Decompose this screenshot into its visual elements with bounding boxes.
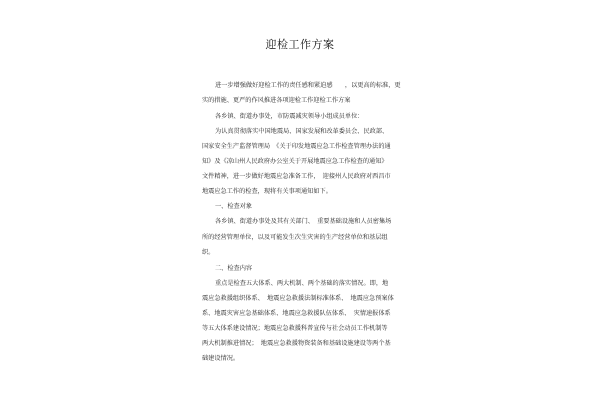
body-line: 文件精神，进一步做好地震应急准备工作， 迎接州人民政府对西昌市 xyxy=(202,173,391,180)
body-line: 震应急救援组织体系、 地震应急救援法制标准体系、 地震应急预案体 xyxy=(202,295,394,302)
body-line: 所的经营管理单位，以及可能发生次生灾害的生产经营单位和基层组 xyxy=(202,234,388,241)
body-line: 进一步增强做好迎检工作的责任感和紧迫感 ，以更高的标准，更 xyxy=(215,82,401,89)
body-line: 各乡镇、街道办事处，市防震减灾领导小组成员单位： xyxy=(215,113,364,120)
body-line: 地震应急工作的检查，现将有关事项通知如下。 xyxy=(202,188,332,195)
body-line: 为认真贯彻落实中国地震局、国家发展和改革委员会、民政部、 xyxy=(215,128,389,135)
body-line: 两大机制推进情况； 地震应急救援物资装备和基础设施建设等两个基 xyxy=(202,340,391,347)
body-line: 国家安全生产监督管理局 《关于印发地震应急工作检查管理办法的通 xyxy=(202,143,391,150)
body-line: 重点是检查五大体系、两大机制、两个基础的落实情况。即，地 xyxy=(215,280,389,287)
body-line: 系、地震灾害应急基础体系、地震应急救援队伍体系、 灾情速报体系 xyxy=(202,310,391,317)
document-title: 迎检工作方案 xyxy=(265,38,335,51)
body-line: 各乡镇、街道办事处及其有关部门、 重要基础设施和人员密集场 xyxy=(215,218,392,225)
body-line: 织。 xyxy=(202,249,215,256)
section-heading: 一、检查对象 xyxy=(215,203,253,210)
section-heading: 二、检查内容 xyxy=(215,265,253,272)
body-line: 础建设情况。 xyxy=(202,355,240,362)
body-line: 等五大体系建设情况；地震应急救援科普宣传与社会动员工作机制等 xyxy=(202,325,388,332)
body-line: 知》及《凉山州人民政府办公室关于开展地震应急工作检查的通知》 xyxy=(202,158,388,165)
body-line: 实的措施、更严的作风推进各项迎检工作迎检工作方案 xyxy=(202,97,351,104)
